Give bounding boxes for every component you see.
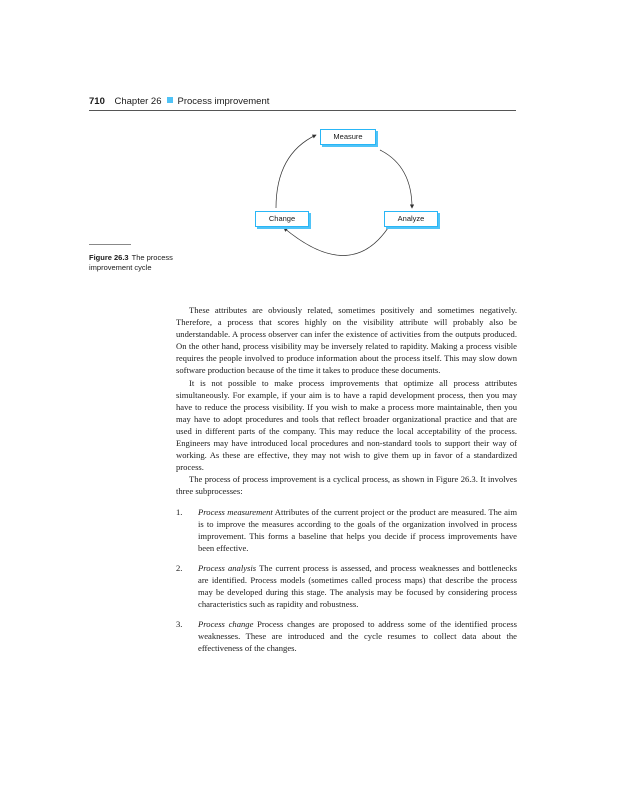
figure-caption [89, 253, 199, 273]
arrow-analyze-to-change [284, 228, 388, 256]
list-item [176, 618, 517, 654]
figure-label: Figure 26.3 [89, 253, 129, 262]
node-measure: Measure [320, 129, 376, 145]
list-text: The current process is assessed, and process weaknesses and bottlenecks are identified. Process models (sometimes called process maps) that describe the process may be developed during this stage. The analysis may be focused by considering process characteristics such as rapidity and robustness. [198, 562, 517, 610]
caption-rule [89, 244, 131, 245]
node-analyze: Analyze [384, 211, 438, 227]
list-term: Process analysis [198, 562, 257, 573]
subprocess-list [176, 506, 517, 655]
list-item [176, 506, 517, 554]
section-title: Process improvement [177, 96, 270, 107]
list-term: Process measurement [198, 506, 273, 517]
list-term: Process change [198, 619, 254, 630]
paragraph: The process of process improvement is a cyclical process, as shown in Figure 26.3. It involves three subprocesses: [176, 474, 517, 497]
list-number: 3. [176, 619, 183, 630]
node-change: Change [255, 211, 309, 227]
chapter-label: Chapter 26 [114, 96, 162, 107]
arrow-measure-to-analyze [380, 150, 412, 208]
paragraph: These attributes are obviously related, sometimes positively and sometimes negatively. Therefore, a process that scores highly on the visibility attribute will probably also be understandable. A process observer can infer the existence of activities from the outputs produced. On the other hand, process visibility may be inversely related to rapidity. Making a process visible requires the people involved to produce information about the process itself. This may slow down software production because of the time it takes to produce these documents. [176, 305, 517, 376]
paragraph: It is not possible to make process improvements that optimize all process attributes simultaneously. For example, if your aim is to have a rapid development process, then you may have to reduce the process visibility. If you wish to make a process more maintainable, then you may have to adopt procedures and tools that reflect broader organizational practice and that are used in different parts of the company. This may reduce the local acceptability of the process. Engineers may have introduced local procedures and non-standard tools to support their way of working. As these are effective, they may not wish to give them up in favor of a standardized process. [176, 377, 517, 473]
arrow-change-to-measure [276, 135, 316, 208]
process-cycle-diagram [240, 118, 460, 278]
running-header [89, 96, 516, 111]
square-bullet-icon [167, 97, 173, 103]
list-text: Attributes of the current project or the product are measured. The aim is to improve the measures according to the goals of the organization involved in process improvement. This forms a baseline that helps you decide if process improvements have been effective. [198, 506, 517, 553]
list-item [176, 562, 517, 610]
body-text [176, 304, 517, 663]
list-number: 1. [176, 506, 183, 517]
list-number: 2. [176, 562, 183, 573]
list-text: Process changes are proposed to address some of the identified process weaknesses. These are introduced and the cycle resumes to collect data about the effectiveness of the changes. [198, 619, 517, 654]
page-number: 710 [89, 96, 105, 107]
figure-caption-text: The process improvement cycle [89, 253, 173, 272]
